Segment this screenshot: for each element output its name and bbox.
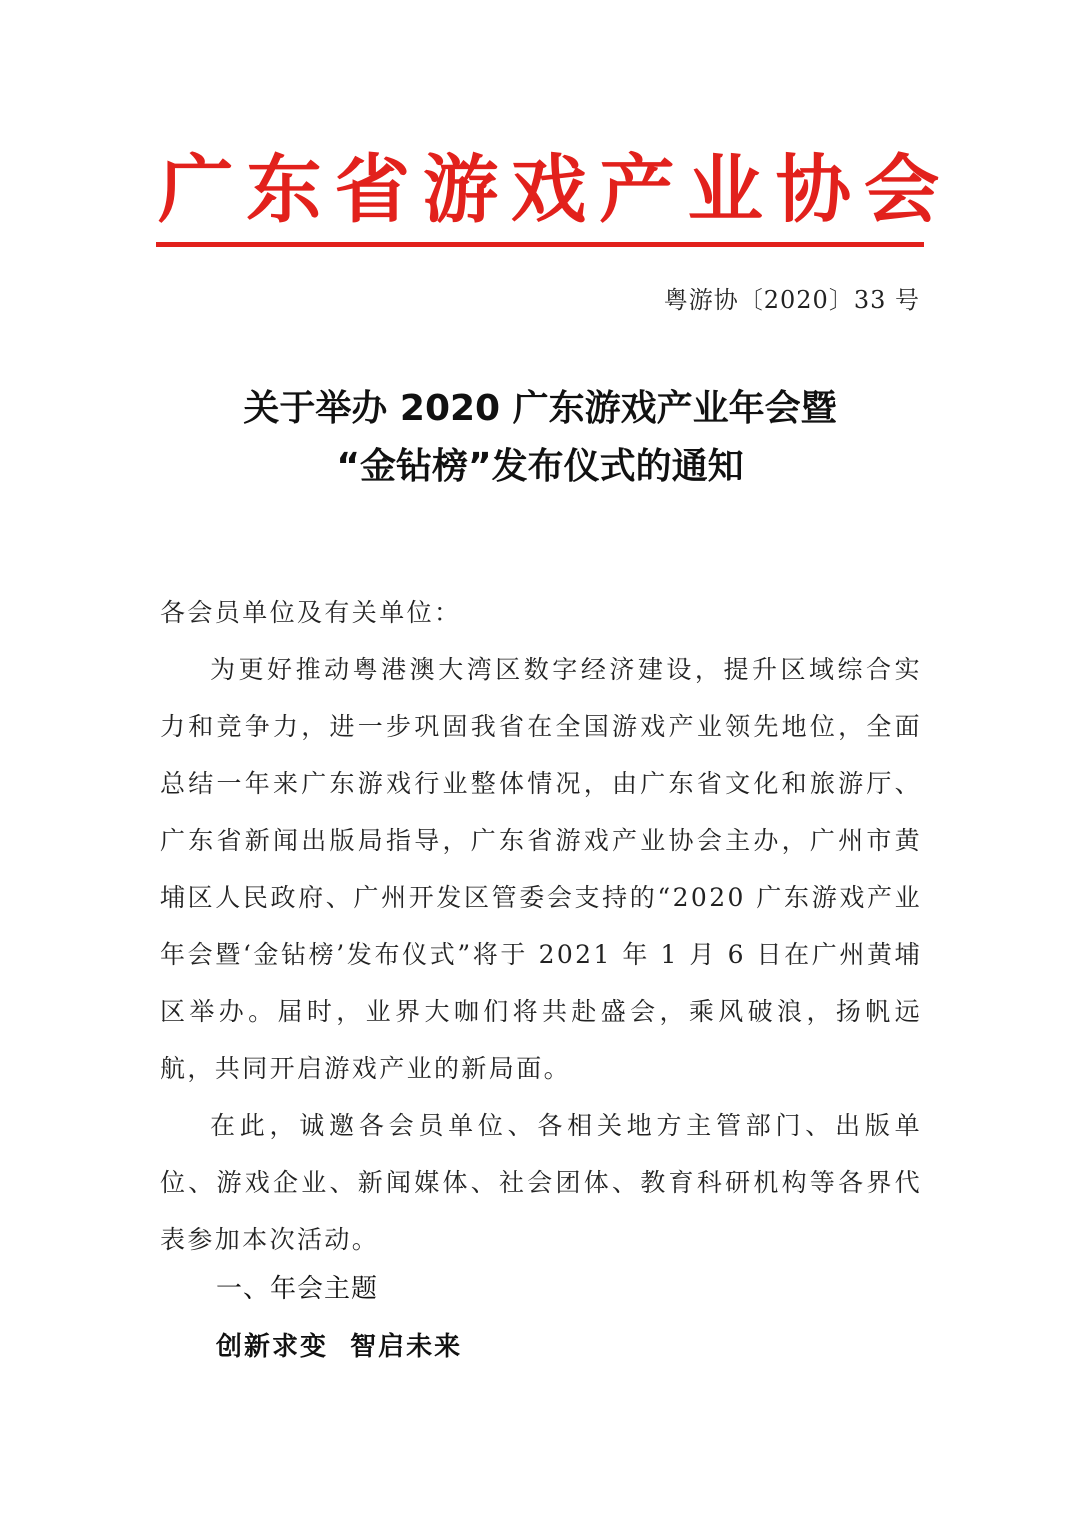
letterhead-char: 省 (334, 147, 410, 233)
salutation: 各会员单位及有关单位： (160, 598, 462, 627)
organization-letterhead (158, 142, 939, 238)
letterhead-char: 游 (422, 147, 499, 233)
section-heading-theme: 一、年会主题 (216, 1274, 379, 1304)
letterhead-char: 广 (158, 147, 234, 233)
letterhead-char: 产 (599, 147, 675, 233)
letterhead-char: 会 (863, 147, 940, 233)
document-title-line-2: “金钻榜”发布仪式的通知 (336, 446, 744, 487)
letterhead-char: 业 (687, 147, 763, 233)
letterhead-char: 东 (246, 147, 322, 233)
document-title-line-1: 关于举办 2020 广东游戏产业年会暨 (243, 388, 837, 429)
body-paragraph-1: 为更好推动粤港澳大湾区数字经济建设，提升区域综合实力和竞争力，进一步巩固我省在全国游戏产业领先地位，全面总结一年来广东游戏行业整体情况，由广东省文化和旅游厅、广东省新闻出版局指导，广东省游戏产业协会主办，广州市黄埔区人民政府、广州开发区管委会支持的“2020 广东游戏产业年会暨‘金钻榜’发布仪式”将于 2021 年 1 月 6 日在广州黄埔区举办。届时，业界大咖们将共赴盛会，乘风破浪，扬帆远航，共同开启游戏产业的新局面。 (160, 655, 922, 1083)
document-title (0, 380, 1080, 496)
letterhead-red-rule (156, 242, 924, 247)
document-number: 粤游协〔2020〕33 号 (663, 286, 920, 314)
theme-text: 创新求变 智启未来 (216, 1332, 463, 1362)
body-paragraph-2: 在此，诚邀各会员单位、各相关地方主管部门、出版单位、游戏企业、新闻媒体、社会团体、教育科研机构等各界代表参加本次活动。 (160, 1111, 922, 1254)
document-body (160, 584, 922, 1268)
letterhead-char: 戏 (510, 147, 587, 233)
letterhead-char: 协 (775, 147, 852, 233)
